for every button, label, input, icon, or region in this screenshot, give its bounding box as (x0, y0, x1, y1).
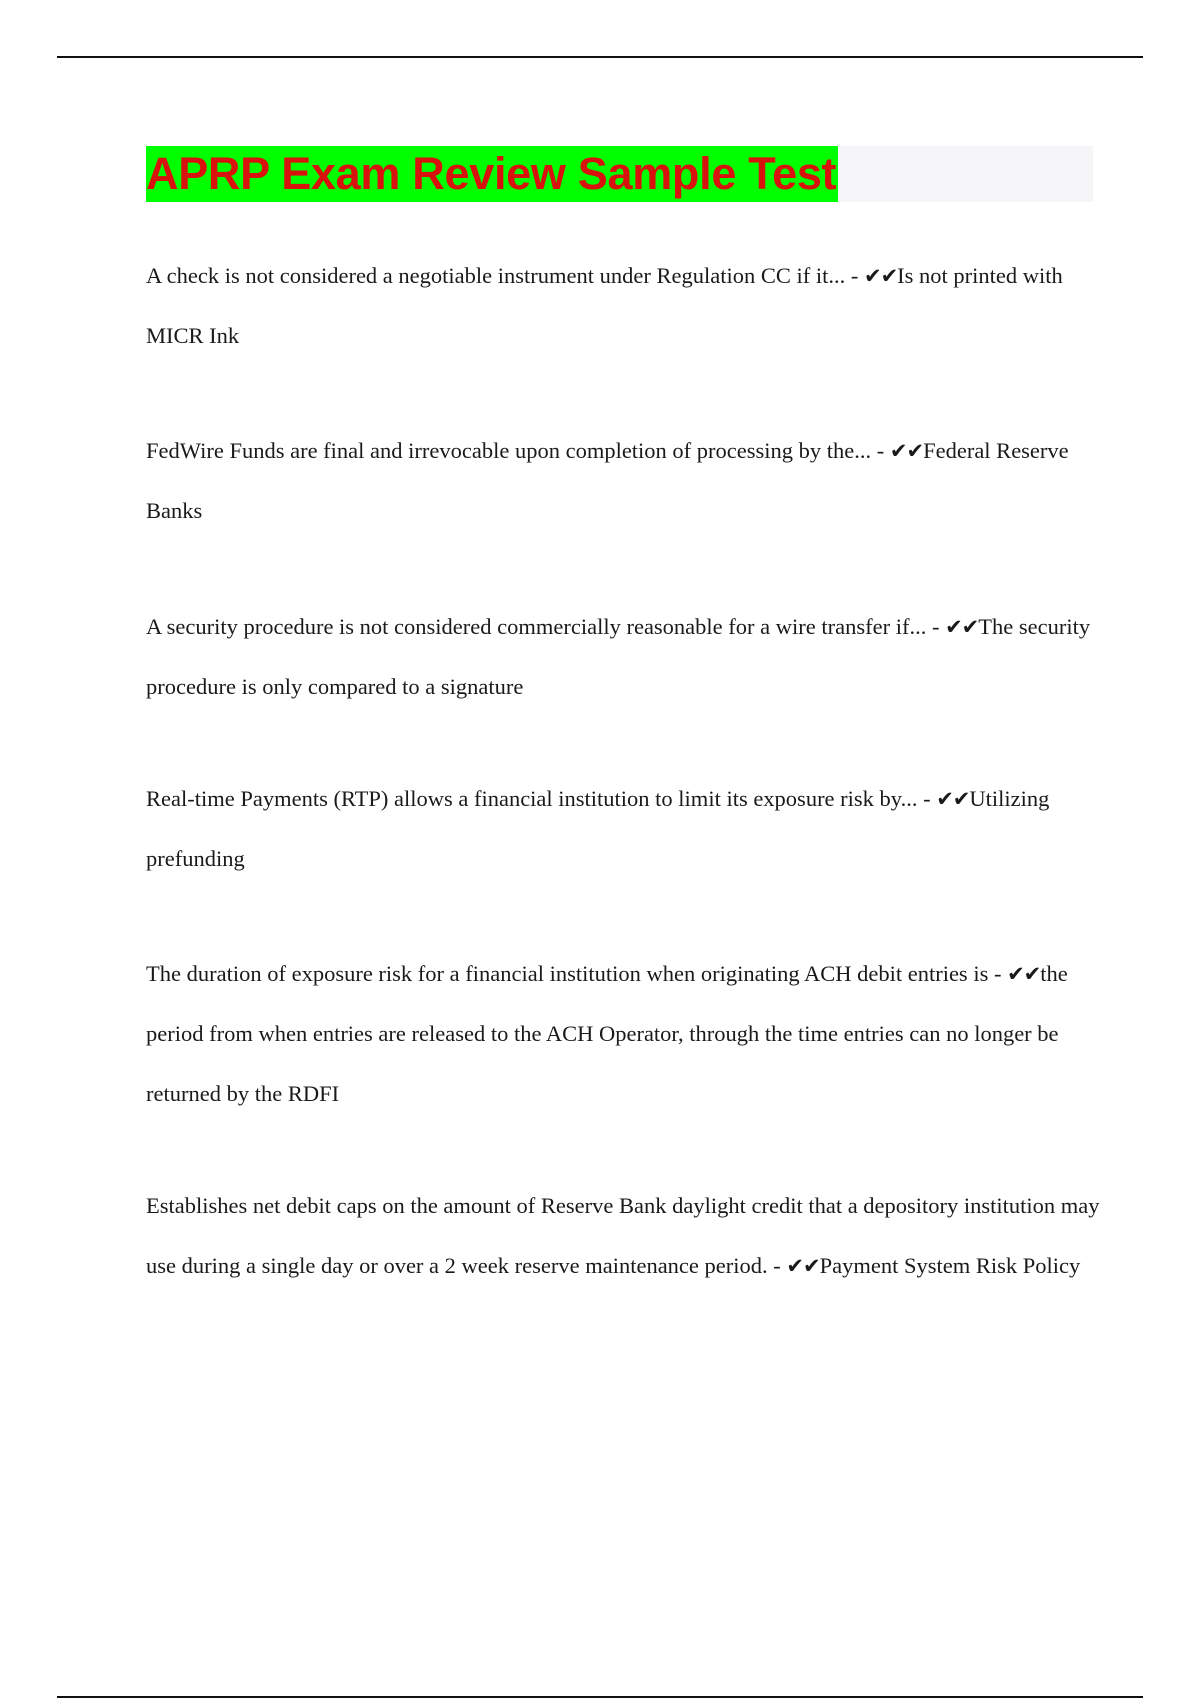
double-check-icon: ✔✔ (889, 439, 924, 463)
question-text: FedWire Funds are final and irrevocable upon completion of processing by the... - (146, 438, 890, 463)
double-check-icon: ✔✔ (786, 1254, 820, 1278)
qa-item-5 (146, 944, 1106, 1124)
double-check-icon: ✔✔ (936, 787, 970, 811)
double-check-icon: ✔✔ (945, 615, 979, 639)
answer-text: The security procedure is only compared to a signature (146, 614, 1091, 699)
question-text: Establishes net debit caps on the amount of Reserve Bank daylight credit that a depository institution may use during a single day or over a 2 week reserve maintenance period. - (146, 1193, 1100, 1278)
question-text: The duration of exposure risk for a financial institution when originating ACH debit entries is - (146, 961, 1008, 986)
question-text: Real-time Payments (RTP) allows a financial institution to limit its exposure risk by... - (146, 786, 937, 811)
question-text: A security procedure is not considered commercially reasonable for a wire transfer if... - (146, 614, 946, 639)
bottom-rule (57, 1696, 1143, 1698)
top-rule (57, 56, 1143, 58)
answer-text: Is not printed with MICR Ink (146, 263, 1063, 348)
qa-item-3 (146, 597, 1106, 717)
double-check-icon: ✔✔ (1007, 962, 1041, 986)
qa-item-6 (146, 1176, 1106, 1296)
qa-item-4 (146, 769, 1106, 889)
qa-item-1 (146, 246, 1106, 366)
question-text: A check is not considered a negotiable instrument under Regulation CC if it... - (146, 263, 864, 288)
double-check-icon: ✔✔ (863, 264, 898, 288)
answer-text: Utilizing prefunding (146, 786, 1050, 871)
page-title: APRP Exam Review Sample Test (146, 146, 838, 202)
answer-text: Federal Reserve Banks (146, 438, 1069, 523)
answer-text: the period from when entries are released to the ACH Operator, through the time entries can no longer be returned by the RDFI (146, 961, 1068, 1106)
qa-item-2 (146, 421, 1106, 541)
answer-text: Payment System Risk Policy (819, 1253, 1081, 1278)
